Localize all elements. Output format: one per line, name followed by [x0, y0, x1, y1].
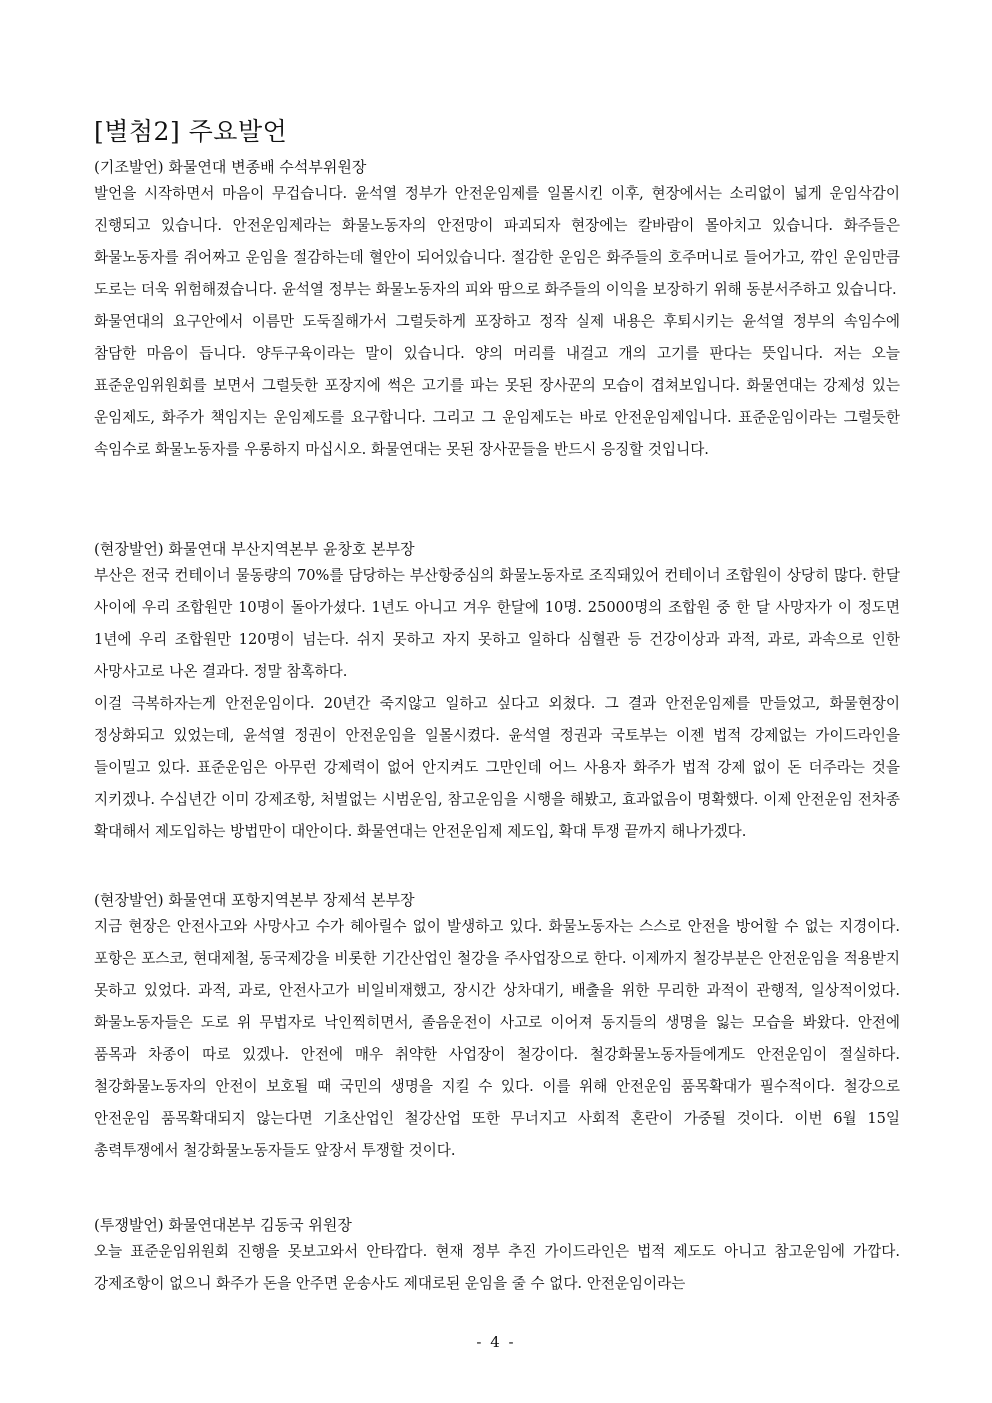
- section-chairman: [94, 1214, 900, 1300]
- section-heading: (현장발언) 화물연대 포항지역본부 장제석 본부장: [94, 891, 415, 909]
- paragraph: 지금 현장은 안전사고와 사망사고 수가 헤아릴수 없이 발생하고 있다. 화물노동자는 스스로 안전을 방어할 수 없는 지경이다. 포항은 포스코, 현대제철, 동국제강을 비롯한 기간산업인 철강을 주사업장으로 한다. 이제까지 철강부분은 안전운임을 적용받지 못하고 있었다. 과적, 과로, 안전사고가 비일비재했고, 장시간 상차대기, 배출을 위한 무리한 과적이 관행적, 일상적이었다. 화물노동자들은 도로 위 무법자로 낙인찍히면서, 졸음운전이 사고로 이어져 동지들의 생명을 잃는 모습을 봐왔다. 안전에 품목과 차종이 따로 있겠나. 안전에 매우 취약한 사업장이 철강이다. 철강화물노동자들에게도 안전운임이 절실하다. 철강화물노동자의 안전이 보호될 때 국민의 생명을 지킬 수 있다. 이를 위해 안전운임 품목확대가 필수적이다. 철강으로 안전운임 품목확대되지 않는다면 기초산업인 철강산업 또한 무너지고 사회적 혼란이 가중될 것이다. 이번 6월 15일 총력투쟁에서 철강화물노동자들도 앞장서 투쟁할 것이다.: [94, 918, 900, 1159]
- paragraph: 부산은 전국 컨테이너 물동량의 70%를 담당하는 부산항중심의 화물노동자로 조직돼있어 컨테이너 조합원이 상당히 많다. 한달 사이에 우리 조합원만 10명이 돌아가셨다. 1년도 아니고 겨우 한달에 10명. 25000명의 조합원 중 한 달 사망자가 이 정도면 1년에 우리 조합원만 120명이 넘는다. 쉬지 못하고 자지 못하고 일하다 심혈관 등 건강이상과 과적, 과로, 과속으로 인한 사망사고로 나온 결과다. 정말 참혹하다.: [94, 567, 900, 680]
- paragraph: 발언을 시작하면서 마음이 무겁습니다. 윤석열 정부가 안전운임제를 일몰시킨 이후, 현장에서는 소리없이 넓게 운임삭감이 진행되고 있습니다. 안전운임제라는 화물노동자의 안전망이 파괴되자 현장에는 칼바람이 몰아치고 있습니다. 화주들은 화물노동자를 쥐어짜고 운임을 절감하는데 혈안이 되어있습니다. 절감한 운임은 화주들의 호주머니로 들어가고, 깎인 운임만큼 도로는 더욱 위험해졌습니다. 윤석열 정부는 화물노동자의 피와 땀으로 화주들의 이익을 보장하기 위해 동분서주하고 있습니다.: [94, 185, 900, 298]
- section-keynote: [94, 156, 900, 466]
- page-title: [별첨2] 주요발언: [94, 117, 288, 146]
- page-number: - 4 -: [476, 1333, 516, 1351]
- paragraph: 이걸 극복하자는게 안전운임이다. 20년간 죽지않고 일하고 싶다고 외쳤다. 그 결과 안전운임제를 만들었고, 화물현장이 정상화되고 있었는데, 윤석열 정권이 안전운임을 일몰시켰다. 윤석열 정권과 국토부는 이젠 법적 강제없는 가이드라인을 들이밀고 있다. 표준운임은 아무런 강제력이 없어 안지켜도 그만인데 어느 사용자 화주가 법적 강제 없이 돈 더주라는 것을 지키겠나. 수십년간 이미 강제조항, 처벌없는 시범운임, 참고운임을 시행을 해봤고, 효과없음이 명확했다. 이제 안전운임 전차종 확대해서 제도입하는 방법만이 대안이다. 화물연대는 안전운임제 제도입, 확대 투쟁 끝까지 해나가겠다.: [94, 695, 900, 840]
- section-heading: (투쟁발언) 화물연대본부 김동국 위원장: [94, 1216, 352, 1234]
- section-heading: (현장발언) 화물연대 부산지역본부 윤창호 본부장: [94, 540, 415, 558]
- section-pohang: [94, 889, 900, 1167]
- section-heading: (기조발언) 화물연대 변종배 수석부위원장: [94, 158, 367, 176]
- section-busan: [94, 538, 900, 848]
- paragraph: 화물연대의 요구안에서 이름만 도둑질해가서 그럴듯하게 포장하고 정작 실제 내용은 후퇴시키는 윤석열 정부의 속임수에 참담한 마음이 듭니다. 양두구육이라는 말이 있습니다. 양의 머리를 내걸고 개의 고기를 판다는 뜻입니다. 저는 오늘 표준운임위원회를 보면서 그럴듯한 포장지에 썩은 고기를 파는 못된 장사꾼의 모습이 겹쳐보입니다. 화물연대는 강제성 있는 운임제도, 화주가 책임지는 운임제도를 요구합니다. 그리고 그 운임제도는 바로 안전운임제입니다. 표준운임이라는 그럴듯한 속임수로 화물노동자를 우롱하지 마십시오. 화물연대는 못된 장사꾼들을 반드시 응징할 것입니다.: [94, 313, 900, 458]
- paragraph: 오늘 표준운임위원회 진행을 못보고와서 안타깝다. 현재 정부 추진 가이드라인은 법적 제도도 아니고 참고운임에 가깝다. 강제조항이 없으니 화주가 돈을 안주면 운송사도 제대로된 운임을 줄 수 없다. 안전운임이라는: [94, 1243, 900, 1292]
